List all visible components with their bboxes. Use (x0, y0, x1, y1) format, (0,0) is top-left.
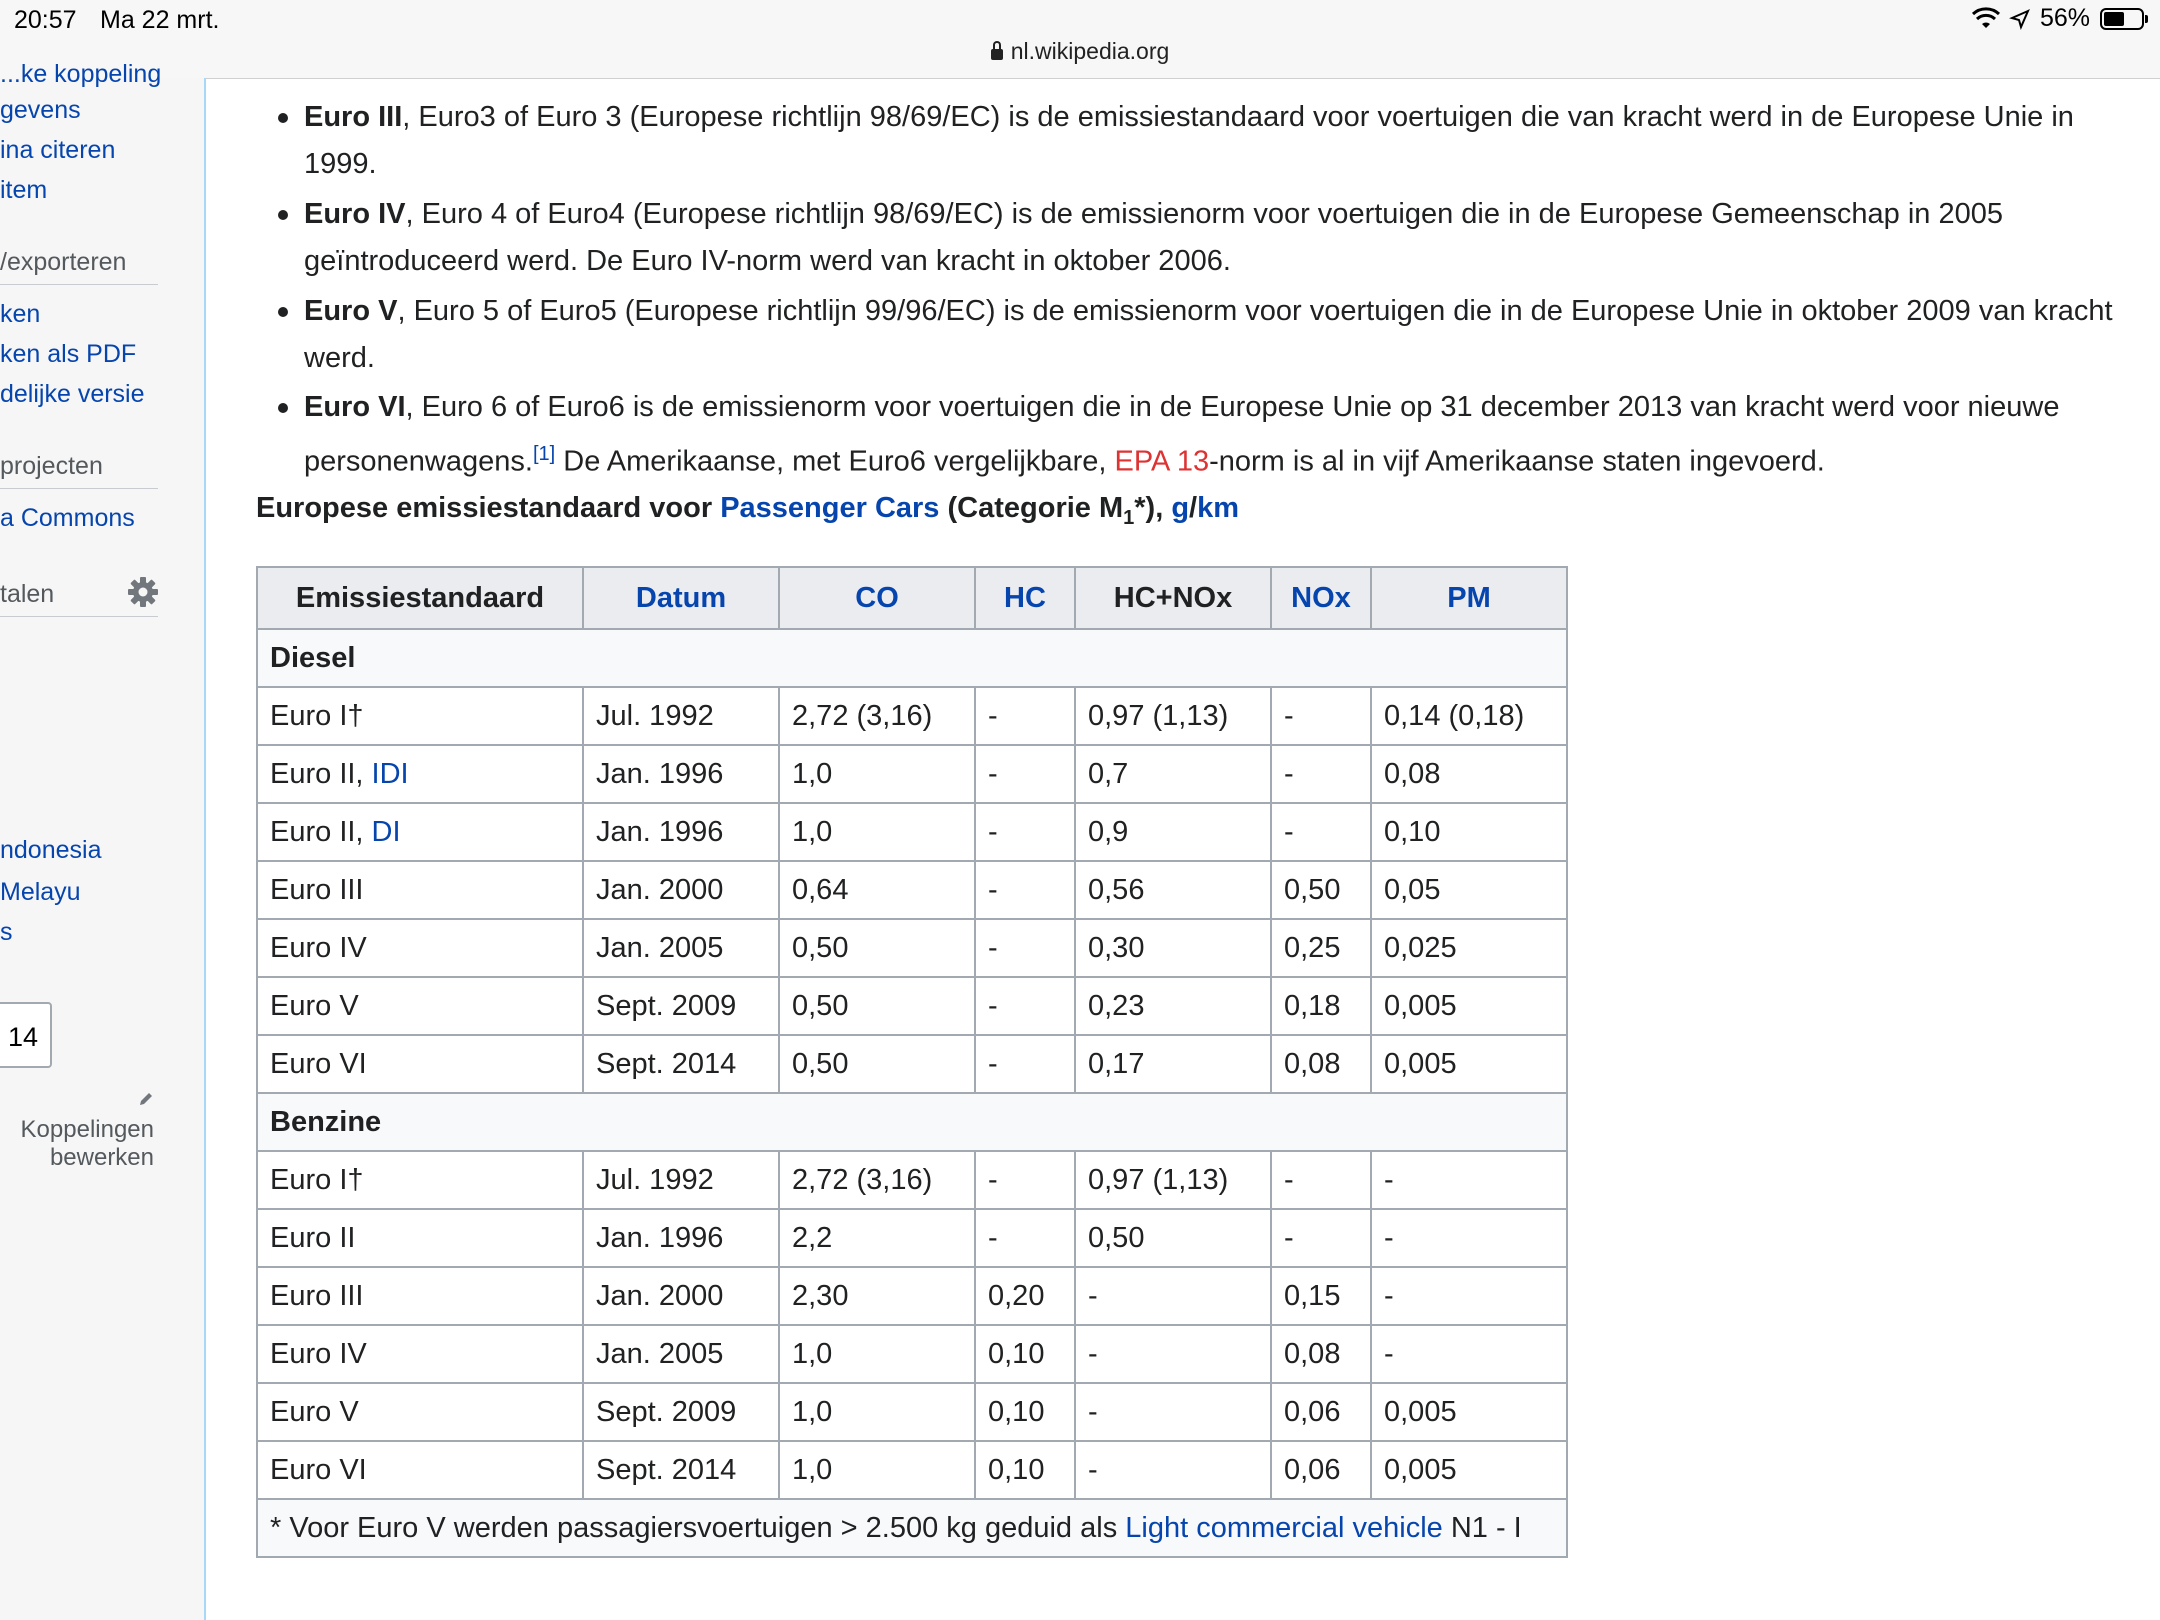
cell-nox: - (1271, 687, 1371, 745)
cell-datum: Jan. 2005 (583, 919, 779, 977)
url-text: nl.wikipedia.org (1010, 38, 1170, 64)
cell-nox: 0,08 (1271, 1035, 1371, 1093)
cell-hcnox: 0,9 (1075, 803, 1271, 861)
cell-pm: - (1371, 1267, 1567, 1325)
cell-co: 1,0 (779, 1441, 975, 1499)
list-item: Euro VI, Euro 6 of Euro6 is de emissienorm voor voertuigen die in de Europese Unie op 31 december 2013 van kracht werd voor nieuwe personenwagens.[1] De Amerikaanse, met Euro6 vergelijkbare, EPA 13-norm is al in vijf Amerikaanse staten ingevoerd. (304, 384, 2134, 486)
cell-hc: - (975, 803, 1075, 861)
url-bar[interactable] (0, 38, 2160, 65)
footnote-row (257, 1499, 1567, 1557)
cell-pm: 0,10 (1371, 803, 1567, 861)
gear-icon[interactable] (127, 576, 159, 608)
cell-nox: - (1271, 1151, 1371, 1209)
cell-datum: Jan. 2000 (583, 861, 779, 919)
cell-pm: 0,005 (1371, 1441, 1567, 1499)
col-header-hcnox: HC+NOx (1075, 567, 1271, 629)
browser-top-bar (0, 0, 2160, 79)
cell-pm: 0,025 (1371, 919, 1567, 977)
cell-hcnox: 0,17 (1075, 1035, 1271, 1093)
cell-co: 0,50 (779, 919, 975, 977)
list-item: Euro V, Euro 5 of Euro5 (Europese richtlijn 99/96/EC) is de emissienorm voor voertuigen die in de Europese Unie in oktober 2009 van kracht werd. (304, 288, 2134, 382)
cell-datum: Jan. 1996 (583, 803, 779, 861)
battery-percentage: 56% (2039, 4, 2090, 32)
cell-hc: - (975, 745, 1075, 803)
cell-co: 1,0 (779, 745, 975, 803)
cell-co: 0,64 (779, 861, 975, 919)
cell-nox: 0,15 (1271, 1267, 1371, 1325)
cell-standard: Euro I† (257, 687, 583, 745)
cell-hcnox: 0,97 (1,13) (1075, 687, 1271, 745)
km-link[interactable]: km (1197, 492, 1240, 524)
sidebar-link-download[interactable]: ken (0, 300, 41, 328)
table-row (257, 1035, 1567, 1093)
cell-hc: - (975, 1035, 1075, 1093)
cell-pm: - (1371, 1209, 1567, 1267)
cell-datum: Jul. 1992 (583, 1151, 779, 1209)
cell-pm: - (1371, 1325, 1567, 1383)
table-row (257, 687, 1567, 745)
reference-link[interactable]: [1] (532, 443, 556, 465)
sidebar-lang-melayu[interactable]: Melayu (0, 878, 81, 906)
table-row (257, 861, 1567, 919)
table-row (257, 1441, 1567, 1499)
col-header-hc[interactable]: HC (975, 567, 1075, 629)
cell-hc: 0,10 (975, 1325, 1075, 1383)
list-item: Euro III, Euro3 of Euro 3 (Europese richtlijn 98/69/EC) is de emissiestandaard voor voertuigen die van kracht werd in de Europese Unie in 1999. (304, 94, 2134, 188)
table-row (257, 1325, 1567, 1383)
cell-standard: Euro IV (257, 1325, 583, 1383)
table-header-row (257, 567, 1567, 629)
sidebar (0, 60, 206, 1620)
col-header-standard: Emissiestandaard (257, 567, 583, 629)
sidebar-link-koppeling[interactable]: ...ke koppeling (0, 60, 162, 88)
cell-datum: Sept. 2009 (583, 977, 779, 1035)
cell-hcnox: 0,56 (1075, 861, 1271, 919)
cell-standard: Euro II, IDI (257, 745, 583, 803)
sidebar-heading-projects: projecten (0, 452, 103, 480)
cell-co: 1,0 (779, 1325, 975, 1383)
cell-hcnox: 0,7 (1075, 745, 1271, 803)
footnote: * Voor Euro V werden passagiersvoertuigen > 2.500 kg geduid als Light commercial vehicle N1 - I (257, 1499, 1567, 1557)
cell-co: 2,72 (3,16) (779, 1151, 975, 1209)
cell-pm: 0,05 (1371, 861, 1567, 919)
col-header-datum[interactable]: Datum (583, 567, 779, 629)
cell-co: 0,50 (779, 1035, 975, 1093)
cell-co: 2,72 (3,16) (779, 687, 975, 745)
cell-standard: Euro III (257, 1267, 583, 1325)
table-row (257, 1209, 1567, 1267)
col-header-nox[interactable]: NOx (1271, 567, 1371, 629)
sidebar-heading-languages: talen (0, 580, 55, 608)
cell-nox: 0,06 (1271, 1383, 1371, 1441)
edit-links-link[interactable] (8, 1088, 154, 1172)
cell-pm: - (1371, 1151, 1567, 1209)
cell-co: 1,0 (779, 1383, 975, 1441)
cell-co: 2,30 (779, 1267, 975, 1325)
section-label: Diesel (257, 629, 1567, 687)
cell-hcnox: 0,30 (1075, 919, 1271, 977)
cell-nox: - (1271, 1209, 1371, 1267)
sidebar-divider (0, 284, 158, 285)
cell-co: 1,0 (779, 803, 975, 861)
cell-hcnox: 0,50 (1075, 1209, 1271, 1267)
cell-hc: - (975, 977, 1075, 1035)
cell-datum: Sept. 2014 (583, 1441, 779, 1499)
table-row (257, 803, 1567, 861)
edit-links-label: Koppelingen bewerken (20, 1116, 154, 1171)
table-row (257, 977, 1567, 1035)
cell-hcnox: 0,23 (1075, 977, 1271, 1035)
col-header-pm[interactable]: PM (1371, 567, 1567, 629)
sidebar-lang-more[interactable]: s (0, 918, 13, 946)
list-item: Euro IV, Euro 4 of Euro4 (Europese richtlijn 98/69/EC) is de emissienorm voor voertuigen die in de Europese Gemeenschap in 2005 geïntroduceerd werd. De Euro IV-norm werd van kracht in oktober 2006. (304, 191, 2134, 285)
cell-nox: 0,50 (1271, 861, 1371, 919)
cell-datum: Sept. 2009 (583, 1383, 779, 1441)
cell-hcnox: - (1075, 1267, 1271, 1325)
engine-type-link[interactable]: DI (371, 815, 401, 848)
sidebar-link-pdf[interactable]: ken als PDF (0, 340, 137, 368)
cell-hc: - (975, 687, 1075, 745)
cell-hcnox: 0,97 (1,13) (1075, 1151, 1271, 1209)
cell-hcnox: - (1075, 1383, 1271, 1441)
sidebar-heading-export: /exporteren (0, 248, 127, 276)
status-indicators (1972, 4, 2144, 33)
table-row (257, 1267, 1567, 1325)
section-row-benzine (257, 1093, 1567, 1151)
battery-level-fill (2104, 12, 2124, 26)
pencil-icon (138, 1091, 154, 1107)
cell-hc: 0,10 (975, 1383, 1075, 1441)
cell-pm: 0,08 (1371, 745, 1567, 803)
status-time: 20:57 (14, 6, 77, 34)
lock-icon (991, 49, 1003, 60)
location-arrow-icon (2010, 9, 2030, 29)
battery-icon (2100, 8, 2144, 30)
cell-hc: - (975, 919, 1075, 977)
sidebar-divider (0, 488, 158, 489)
cell-nox: - (1271, 803, 1371, 861)
cell-hc: - (975, 861, 1075, 919)
cell-datum: Sept. 2014 (583, 1035, 779, 1093)
cell-hc: 0,20 (975, 1267, 1075, 1325)
cell-datum: Jan. 2005 (583, 1325, 779, 1383)
status-date: Ma 22 mrt. (100, 6, 220, 34)
sidebar-link-item[interactable]: item (0, 176, 48, 204)
cell-hc: - (975, 1151, 1075, 1209)
lcv-link[interactable]: Light commercial vehicle (1125, 1511, 1443, 1544)
cell-nox: - (1271, 745, 1371, 803)
cell-datum: Jan. 2000 (583, 1267, 779, 1325)
table-row (257, 1151, 1567, 1209)
cell-hc: 0,10 (975, 1441, 1075, 1499)
cell-standard: Euro V (257, 1383, 583, 1441)
cell-hc: - (975, 1209, 1075, 1267)
table-row (257, 745, 1567, 803)
cell-nox: 0,25 (1271, 919, 1371, 977)
cell-co: 0,50 (779, 977, 975, 1035)
engine-type-link[interactable]: IDI (371, 757, 409, 790)
sidebar-lang-indonesia[interactable]: ndonesia (0, 836, 102, 864)
table-row (257, 919, 1567, 977)
cell-datum: Jul. 1992 (583, 687, 779, 745)
section-row-diesel (257, 629, 1567, 687)
emission-table (256, 566, 1568, 1558)
sidebar-link-gegevens[interactable]: gevens (0, 96, 81, 124)
cell-hcnox: - (1075, 1325, 1271, 1383)
cell-standard: Euro I† (257, 1151, 583, 1209)
cell-pm: 0,005 (1371, 1383, 1567, 1441)
cell-co: 2,2 (779, 1209, 975, 1267)
cell-datum: Jan. 1996 (583, 745, 779, 803)
gram-link[interactable]: g (1171, 492, 1190, 524)
cell-pm: 0,005 (1371, 1035, 1567, 1093)
cell-nox: 0,06 (1271, 1441, 1371, 1499)
table-row (257, 1383, 1567, 1441)
wifi-icon (1972, 8, 2000, 30)
sidebar-divider (0, 616, 158, 617)
cell-nox: 0,18 (1271, 977, 1371, 1035)
section-label: Benzine (257, 1093, 1567, 1151)
cell-standard: Euro IV (257, 919, 583, 977)
sidebar-link-citeren[interactable]: ina citeren (0, 136, 116, 164)
cell-standard: Euro III (257, 861, 583, 919)
cell-standard: Euro II, DI (257, 803, 583, 861)
language-count-button[interactable]: 14 (0, 1002, 52, 1068)
epa13-link[interactable]: EPA 13 (1114, 445, 1210, 478)
table-caption: Europese emissiestandaard voor Passenger Cars (Categorie $M_1*$), g/km (256, 492, 1240, 529)
cell-nox: 0,08 (1271, 1325, 1371, 1383)
cell-standard: Euro VI (257, 1035, 583, 1093)
cell-datum: Jan. 1996 (583, 1209, 779, 1267)
col-header-co[interactable]: CO (779, 567, 975, 629)
cell-standard: Euro II (257, 1209, 583, 1267)
sidebar-link-printable[interactable]: delijke versie (0, 380, 145, 408)
passenger-cars-link[interactable]: Passenger Cars (720, 492, 940, 524)
cell-hcnox: - (1075, 1441, 1271, 1499)
cell-pm: 0,005 (1371, 977, 1567, 1035)
cell-standard: Euro VI (257, 1441, 583, 1499)
cell-pm: 0,14 (0,18) (1371, 687, 1567, 745)
sidebar-link-commons[interactable]: a Commons (0, 504, 135, 532)
cell-standard: Euro V (257, 977, 583, 1035)
